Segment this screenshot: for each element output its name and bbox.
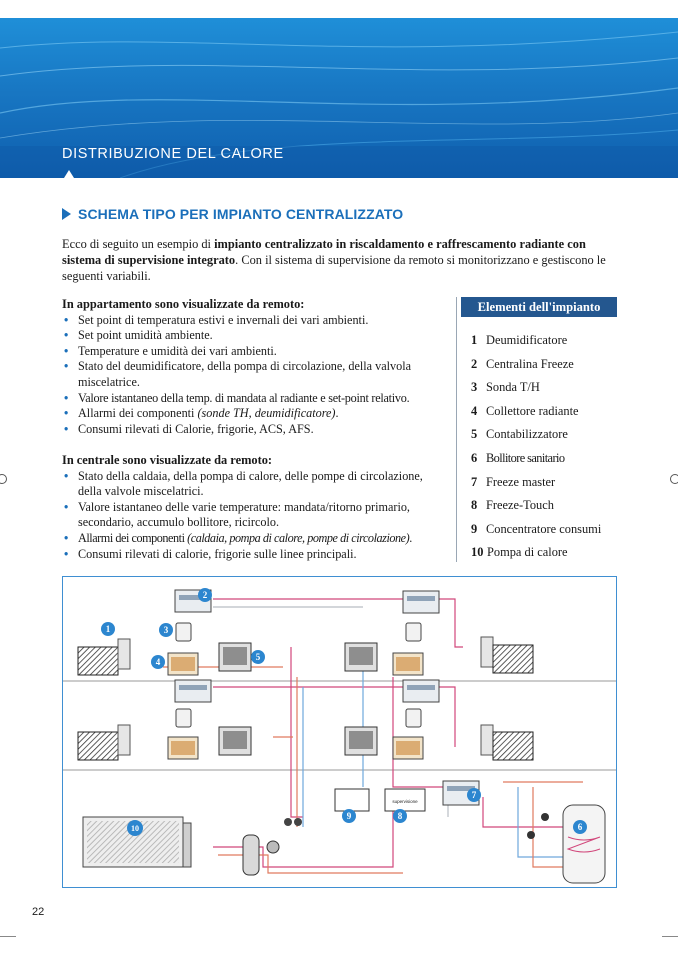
list-item: [62, 531, 447, 547]
list-item-text: Allarmi dei componenti: [78, 530, 188, 545]
list-item: • Set point di temperatura estivi e invernali dei vari ambienti.: [62, 313, 447, 329]
list-item-italic: (sonde TH, deumidificatore): [197, 406, 336, 421]
legend-number: 1: [471, 333, 478, 347]
banner-notch: [64, 170, 74, 178]
list-item: • Valore istantaneo delle varie temperature: mandata/ritorno primario, secondario, accumulo bollitore, ricircolo.: [62, 500, 447, 531]
legend-number: 6: [471, 450, 478, 465]
legend-item: [471, 357, 601, 381]
legend-label: Concentratore consumi: [486, 521, 602, 536]
crop-mark: [0, 936, 16, 937]
marker-label: 4: [155, 657, 161, 667]
marker-label: 8: [397, 811, 403, 821]
list-item-text: .: [335, 406, 339, 421]
registration-mark: [670, 474, 678, 484]
list-item: • Stato del deumidificatore, della pompa di circolazione, della valvola miscelatrice.: [62, 359, 447, 390]
legend-number: 8: [471, 498, 478, 513]
supervision-box-label: supervisione: [392, 799, 418, 804]
apartment-heading: In appartamento sono visualizzate da remoto:: [62, 297, 305, 311]
legend-panel: [461, 297, 617, 560]
section-heading: [62, 206, 403, 222]
plant-schematic: [62, 576, 617, 888]
triangle-bullet-icon: [62, 208, 71, 220]
section-title: SCHEMA TIPO PER IMPIANTO CENTRALIZZATO: [78, 206, 404, 222]
marker-label: 10: [131, 824, 139, 833]
registration-mark: [0, 474, 7, 484]
list-item: [62, 406, 447, 422]
hot-water-tank: [563, 805, 605, 883]
marker-label: 3: [163, 625, 169, 635]
legend-item: [471, 545, 601, 569]
list-item: • Set point umidità ambiente.: [62, 328, 447, 344]
apartment-list: [62, 313, 447, 438]
legend-item: [471, 427, 601, 451]
list-item-text: .: [409, 530, 412, 545]
schematic-drawing: [63, 577, 616, 887]
dehumidifier-left-top: [78, 639, 130, 675]
central-list: [62, 469, 447, 563]
legend-number: 2: [471, 356, 478, 371]
th-probe-icon: [176, 623, 191, 641]
legend-item: [471, 498, 601, 522]
list-item: • Consumi rilevati di calorie, frigorie sulle linee principali.: [62, 547, 447, 563]
list-item-italic: (caldaia, pompa di calore, pompe di circolazione): [187, 530, 410, 545]
crop-mark: [662, 936, 678, 937]
marker-label: 7: [471, 790, 477, 800]
legend-label: Sonda T/H: [486, 380, 540, 395]
list-item-text: Allarmi dei componenti: [78, 406, 198, 421]
legend-label: Contabilizzatore: [486, 427, 568, 442]
list-item: • Stato della caldaia, della pompa di calore, delle pompe di circolazione, della valvole miscelatrici.: [62, 469, 447, 500]
legend-item: [471, 333, 601, 357]
central-heading: In centrale sono visualizzate da remoto:: [62, 453, 273, 467]
list-item: • Temperature e umidità dei vari ambienti.: [62, 344, 447, 360]
legend-item: [471, 451, 601, 475]
legend-label: Collettore radiante: [486, 403, 579, 418]
intro-bold: impianto centralizzato in riscaldamento e raffrescamento radiante con sistema di supervisione integrato: [62, 237, 586, 267]
legend-label: Centralina Freeze: [486, 356, 574, 371]
legend-label: Bollitore sanitario: [486, 450, 565, 465]
legend-number: 9: [471, 521, 478, 536]
marker-label: 5: [255, 652, 261, 662]
page-number: 22: [32, 906, 45, 918]
legend-number: 10: [471, 545, 484, 560]
legend-item: [471, 522, 601, 546]
marker-label: 2: [202, 590, 208, 600]
intro-text-1: Ecco di seguito un esempio di: [62, 237, 215, 251]
legend-number: 4: [471, 403, 478, 418]
legend-label: Freeze master: [486, 474, 556, 489]
legend-number: 5: [471, 427, 478, 442]
legend-label: Freeze-Touch: [486, 498, 554, 513]
legend-label: Deumidificatore: [486, 333, 568, 347]
legend-list: [471, 333, 601, 569]
list-item: • Valore istantaneo della temp. di mandata al radiante e set-point relativo.: [62, 391, 447, 407]
central-block: [62, 453, 447, 562]
legend-item: [471, 475, 601, 499]
intro-paragraph: [62, 236, 622, 284]
legend-number: 7: [471, 474, 478, 489]
page-title: DISTRIBUZIONE DEL CALORE: [62, 146, 284, 162]
legend-label: Pompa di calore: [487, 545, 568, 560]
consumption-concentrator-box: [335, 789, 369, 811]
legend-number: 3: [471, 380, 478, 395]
list-item: • Consumi rilevati di Calorie, frigorie, ACS, AFS.: [62, 422, 447, 438]
marker-label: 1: [105, 624, 111, 634]
marker-label: 6: [577, 822, 583, 832]
legend-item: [471, 404, 601, 428]
apartment-block: [62, 297, 447, 437]
marker-label: 9: [346, 811, 352, 821]
legend-divider: [456, 297, 457, 562]
legend-title: Elementi dell'impianto: [461, 297, 617, 317]
legend-item: [471, 380, 601, 404]
header-banner: [0, 18, 678, 178]
intro-text-2: . Con il sistema di supervisione da remoto si monitorizzano e gestiscono le seguenti variabili.: [62, 253, 606, 283]
